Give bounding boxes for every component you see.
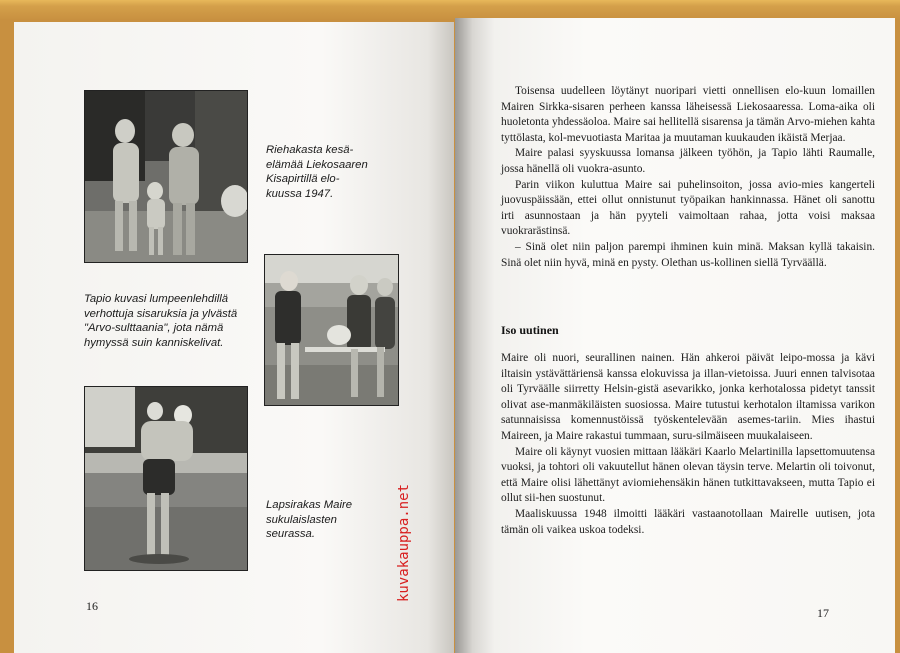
- paragraph: Parin viikon kuluttua Maire sai puhelinsoiton, jossa avio-mies kangerteli juovuspäissään, ettei ollut onnistunut työpaikan hankinnassa. Hänet oli sanottu irti asunnostaan ja hän pyyteli vaimoltaan rahaa, jotta voisi maksaa vuokrarästinsä.: [501, 178, 875, 238]
- photo-caption: Riehakasta kesä- elämää Liekosaaren Kisapirtillä elo- kuussa 1947.: [266, 144, 368, 200]
- photo-sultan-carried: [264, 254, 399, 406]
- paragraph: Maire oli käynyt vuosien mittaan lääkäri Kaarlo Melartinilla lapsettomuutensa vuoksi, ja tohtori oli vakuutellut hänen olevan täysin terve. Melartin oli toivonut, että Maire olisi lähettänyt aviomiehensäkin hänen tutkittavakseen, mutta Tapio ei ollut sii-hen suostunut.: [501, 445, 875, 505]
- watermark-text: kuvakauppa.net: [396, 483, 412, 602]
- paragraph: – Sinä olet niin paljon parempi ihminen kuin minä. Maksan kyllä takaisin. Sinä olet niin hyvä, minä en pysty. Olethan us-kollinen siellä Tyrväällä.: [501, 240, 875, 269]
- paragraph: Maire oli nuori, seurallinen nainen. Hän ahkeroi päivät leipo-mossa ja kävi iltaisin ystävättäriensä kanssa elokuvissa ja illan-vietoissa. Juuri ennen talvisotaa oli Tyrväälle siirretty Helsin-gistä asevarikko, jonka kerhotalossa pidetyt tanssit olivat ase-manmäkiläisten suosiossa. Maire tutustui kerhotalon iltamissa varikon satunnaisissa komennustöissä työskentelevään asemes-tariin. Mies ihastui Maireen, ja Maire rakastui tummaan, suru-silmäiseen muukalaiseen.: [501, 352, 875, 442]
- section-heading: Iso uutinen: [501, 323, 559, 337]
- photo-caption: Lapsirakas Maire sukulaislasten seurassa.: [266, 499, 353, 541]
- right-page: [455, 18, 895, 653]
- left-page: [14, 22, 454, 653]
- body-text-top: [501, 84, 875, 271]
- paragraph: Maire palasi syyskuussa lomansa jälkeen työhön, ja Tapio lähti Raumalle, jossa hänellä oli vuokra-asunto.: [501, 147, 875, 175]
- photo-maire-with-children: [84, 386, 248, 571]
- paragraph: Maaliskuussa 1948 ilmoitti lääkäri vastaanotollaan Mairelle uutisen, jota tämän oli vaikea uskoa todeksi.: [501, 507, 875, 536]
- watermark: [396, 422, 412, 602]
- page-number: 17: [817, 606, 829, 620]
- photo-two-women-and-child: [84, 90, 248, 263]
- body-text-bottom: [501, 351, 875, 538]
- photo-caption: Tapio kuvasi lumpeenlehdillä verhottuja sisaruksia ja ylvästä "Arvo-sulttaania", jota nämä hymyssä suin kanniskelivat.: [84, 293, 238, 349]
- paragraph: Toisensa uudelleen löytänyt nuoripari vietti onnellisen elo-kuun lomaillen Mairen Sirkka-sisaren perheen kanssa läheisessä Liekosaaressa. Loma-aika oli huoletonta yhdessäoloa. Maire sai hellitellä sisarensa ja tämän Arvo-miehen kahta tyttölasta, kol-mevuotiasta Maritaa ja muutaman kuukauden ikäistä Merjaa.: [501, 85, 875, 144]
- page-number: 16: [86, 599, 98, 613]
